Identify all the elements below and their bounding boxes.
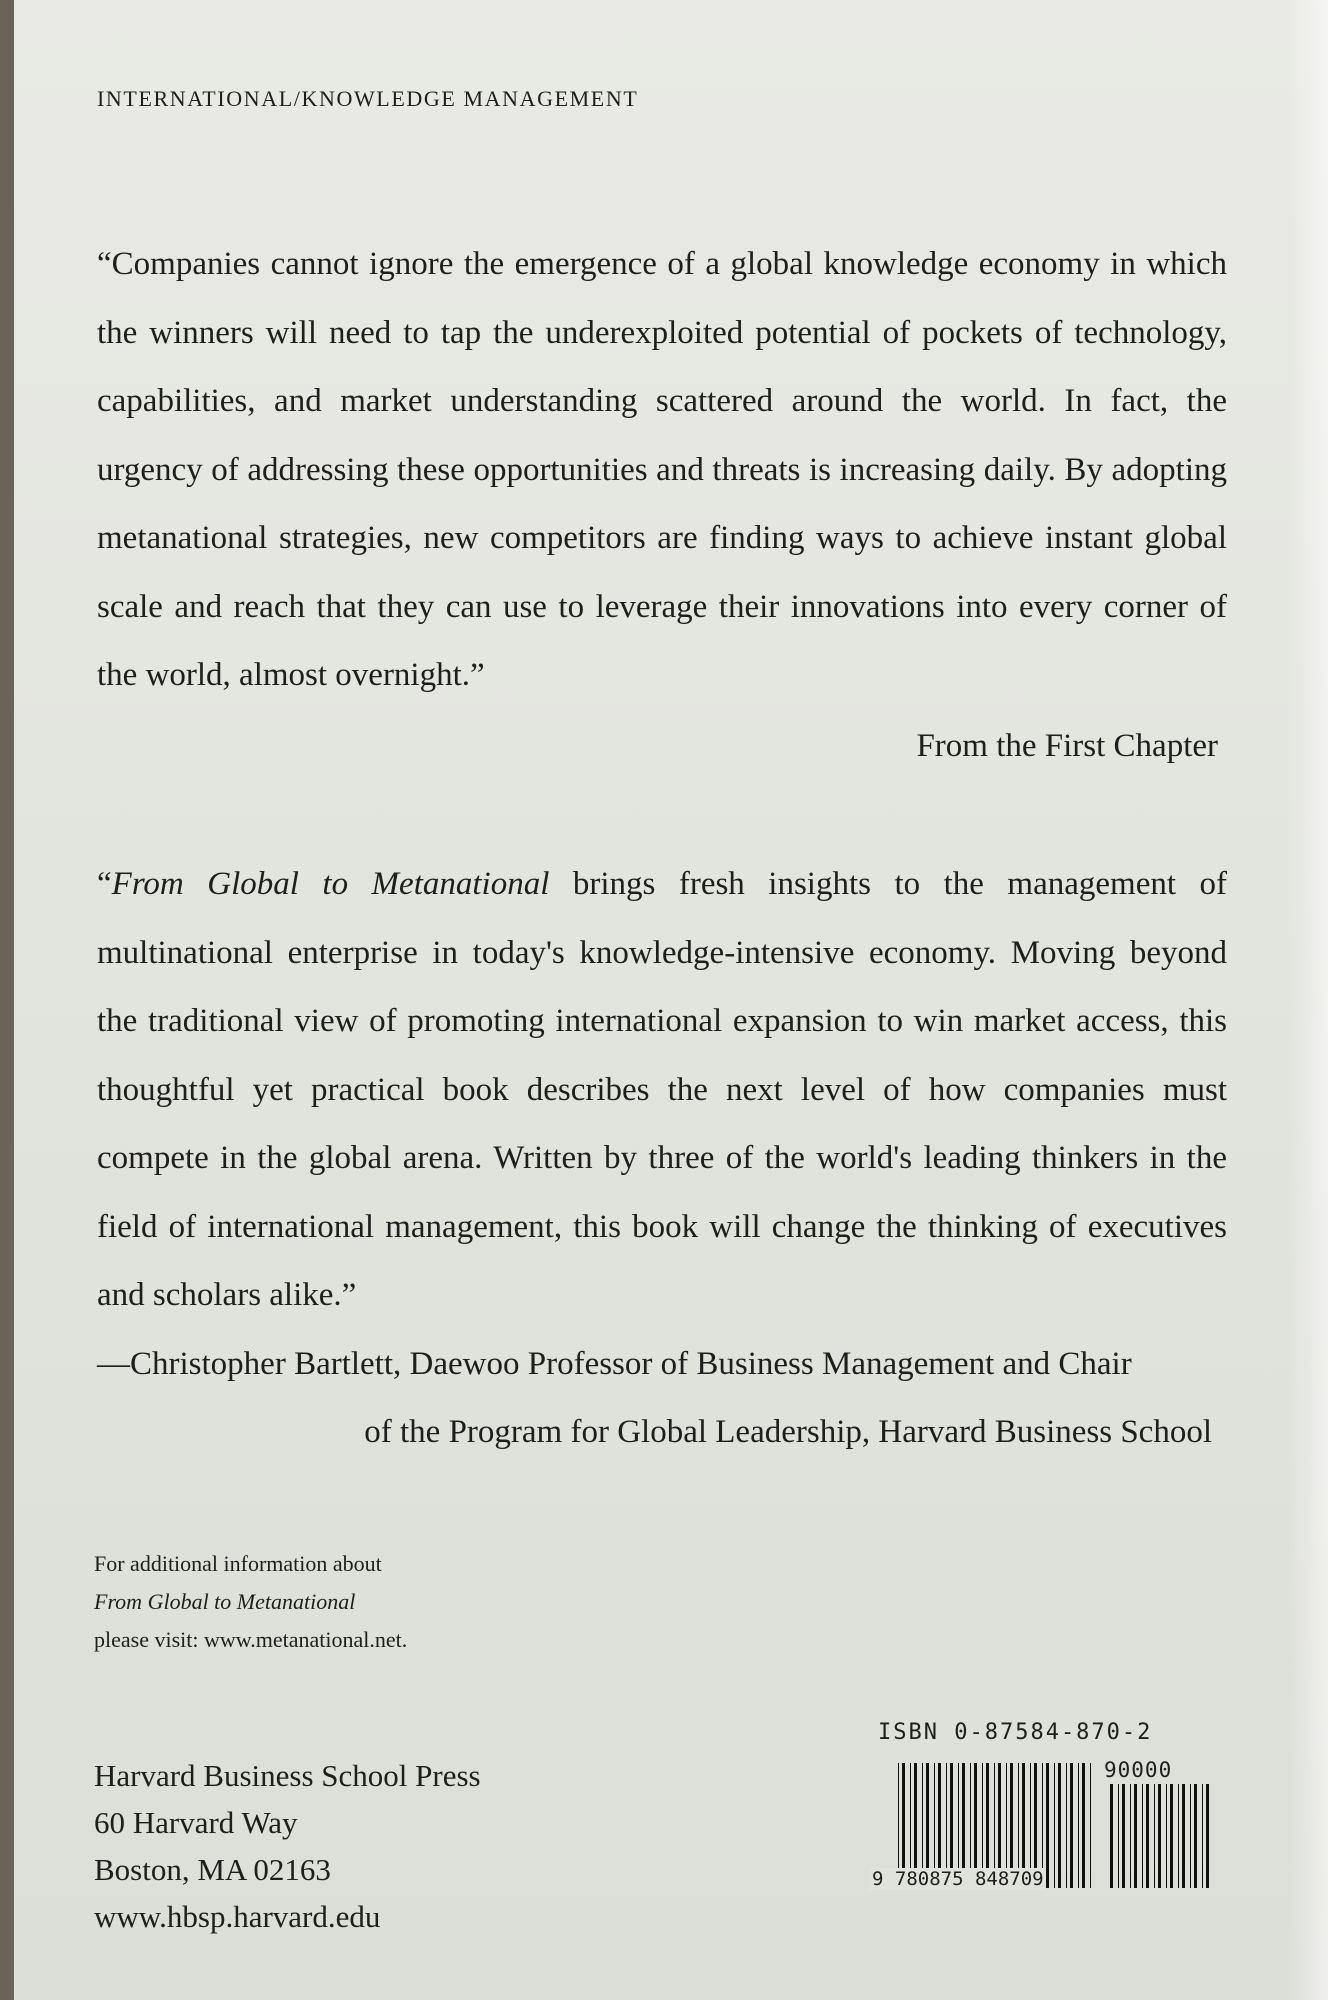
barcode-bar <box>1154 1784 1155 1888</box>
publisher-street: 60 Harvard Way <box>94 1805 298 1840</box>
barcode-bar <box>1146 1784 1149 1888</box>
barcode-bar <box>1158 1784 1161 1888</box>
barcode-bar <box>1118 1784 1119 1888</box>
barcode-bar <box>1202 1784 1203 1888</box>
more-info-book-title: From Global to Metanational <box>94 1589 356 1614</box>
endorsement-attribution-line1: —Christopher Bartlett, Daewoo Professor of Business Management and Chair <box>97 1346 1132 1382</box>
barcode-bar <box>1054 1763 1055 1888</box>
barcode-bar <box>1170 1784 1173 1888</box>
barcode-bar <box>1178 1784 1179 1888</box>
barcode-bar <box>1066 1763 1067 1888</box>
barcode-bar <box>1090 1763 1091 1888</box>
barcode-bar <box>1182 1784 1185 1888</box>
chapter-quote: “Companies cannot ignore the emergence of a global knowledge economy in which the winners will need to tap the underexploited potential of pockets of technology, capabilities, and market understanding scattered around the world. In fact, the urgency of addressing these opportunities and threats is increasing daily. By adopting metanational strategies, new competitors are finding ways to achieve instant global scale and reach that they can use to leverage their innovations into every corner of the world, almost overnight.” <box>97 246 1227 693</box>
endorsement-text: brings fresh insights to the management of multinational enterprise in today's knowledge-intensive economy. Moving beyond the traditional view of promoting international expansion to win market access, this thoughtful yet practical book describes the next level of how companies must compete in the global arena. Written by three of the world's leading thinkers in the field of international management, this book will change the thinking of executives and scholars alike.” <box>97 866 1227 1313</box>
barcode-bar <box>1190 1784 1191 1888</box>
endorsement-quote <box>97 850 1227 1330</box>
barcode-bar <box>1142 1784 1143 1888</box>
more-info-website: please visit: www.metanational.net. <box>94 1627 408 1652</box>
barcode-bar <box>1046 1763 1049 1888</box>
more-info-line1: For additional information about <box>94 1551 382 1576</box>
barcode-bar <box>1110 1784 1113 1888</box>
endorsement-open-quote: “ <box>97 866 112 902</box>
endorsement-book-title: From Global to Metanational <box>111 866 550 902</box>
barcode-bar <box>1078 1763 1079 1888</box>
barcode-bar <box>1134 1784 1137 1888</box>
addon-barcode-bars <box>1110 1784 1209 1888</box>
publisher-website: www.hbsp.harvard.edu <box>94 1899 381 1934</box>
barcode-price-code: 90000 <box>1104 1758 1173 1782</box>
barcode-bar <box>1082 1763 1085 1888</box>
publisher-address <box>94 1752 481 1940</box>
barcode-bar <box>1130 1784 1131 1888</box>
barcode-bar <box>1194 1784 1197 1888</box>
endorsement-attribution-line2: of the Program for Global Leadership, Harvard Business School <box>364 1414 1212 1450</box>
category-label: INTERNATIONAL/KNOWLEDGE MANAGEMENT <box>97 86 639 111</box>
book-back-cover <box>14 0 1328 2000</box>
barcode-bar <box>1058 1763 1061 1888</box>
isbn-label: ISBN 0-87584-870-2 <box>878 1720 1153 1745</box>
barcode-digits: 9 780875 848709 <box>872 1868 1044 1890</box>
chapter-quote-attribution: From the First Chapter <box>916 728 1218 764</box>
more-info <box>94 1545 407 1659</box>
barcode-bar <box>1070 1763 1073 1888</box>
barcode-bar <box>1206 1784 1209 1888</box>
barcode-bar <box>1166 1784 1167 1888</box>
publisher-name: Harvard Business School Press <box>94 1758 481 1793</box>
barcode-bar <box>1122 1784 1125 1888</box>
endorsement-attribution <box>97 1330 1212 1466</box>
publisher-city: Boston, MA 02163 <box>94 1852 331 1887</box>
